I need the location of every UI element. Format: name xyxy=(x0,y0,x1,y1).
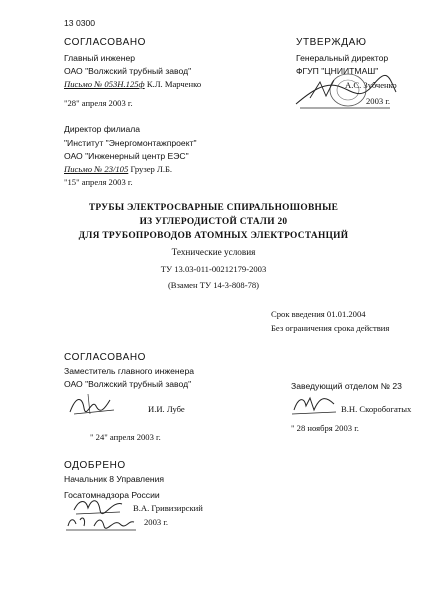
branch-position: Директор филиала xyxy=(64,124,141,134)
approve-heading: УТВЕРЖДАЮ xyxy=(296,37,367,48)
document-subtitle: Технические условия xyxy=(171,247,256,257)
title-line-2: ИЗ УГЛЕРОДИСТОЙ СТАЛИ 20 xyxy=(139,217,288,227)
agreed-heading-bottom: СОГЛАСОВАНО xyxy=(64,352,147,363)
branch-letter-line xyxy=(64,164,172,174)
document-spec-code: ТУ 13.03-011-00212179-2003 xyxy=(160,264,267,274)
agreed-signer: К.Л. Марченко xyxy=(146,79,202,89)
approve-date-year: 2003 г. xyxy=(366,96,391,106)
branch-signer: Грузер Л.Б. xyxy=(130,164,173,174)
approved-date-handwriting xyxy=(64,512,138,534)
deputy-date: " 24" апреля 2003 г. xyxy=(90,432,161,442)
approved-position: Начальник 8 Управления xyxy=(64,474,165,484)
approve-signer: А.С. Зубченко xyxy=(345,80,397,90)
agreed-organization: ОАО "Волжский трубный завод" xyxy=(64,66,192,76)
agreed-date: "28" апреля 2003 г. xyxy=(64,98,133,108)
dept-head-signer: В.Н. Скоробогатых xyxy=(341,404,412,414)
dept-head-signature xyxy=(290,392,340,418)
validity-unlimited: Без ограничения срока действия xyxy=(271,323,390,333)
branch-letter-ref: Письмо № 23/105 xyxy=(64,164,129,174)
deputy-signature xyxy=(66,392,120,418)
document-replaces: (Взамен ТУ 14-3-808-78) xyxy=(167,280,260,290)
deputy-signer: И.И. Лубе xyxy=(148,404,185,414)
approve-signature-stamp xyxy=(290,62,400,112)
approved-date-year: 2003 г. xyxy=(144,517,169,527)
deputy-organization: ОАО "Волжский трубный завод" xyxy=(64,379,192,389)
approved-organization: Госатомнадзора России xyxy=(64,490,160,500)
dept-head-date: " 28 ноября 2003 г. xyxy=(291,423,359,433)
branch-institute: "Институт "Энергомонтажпроект" xyxy=(64,138,197,148)
branch-date: "15" апреля 2003 г. xyxy=(64,177,133,187)
approved-signer: В.А. Гривизирский xyxy=(133,503,203,513)
agreed-letter-ref: Письмо № 053Н.125ф xyxy=(64,79,145,89)
dept-head-position: Заведующий отделом № 23 xyxy=(291,381,402,391)
approved-heading: ОДОБРЕНО xyxy=(64,460,126,471)
agreed-letter-line xyxy=(64,79,201,89)
approve-organization: ФГУП "ЦНИИТМАШ" xyxy=(296,66,379,76)
title-line-1: ТРУБЫ ЭЛЕКТРОСВАРНЫЕ СПИРАЛЬНОШОВНЫЕ xyxy=(88,203,339,213)
effective-date: Срок введения 01.01.2004 xyxy=(271,309,366,319)
agreed-heading-top: СОГЛАСОВАНО xyxy=(64,37,147,48)
deputy-position: Заместитель главного инженера xyxy=(64,366,195,376)
branch-organization: ОАО "Инженерный центр ЕЭС" xyxy=(64,151,189,161)
title-line-3: ДЛЯ ТРУБОПРОВОДОВ АТОМНЫХ ЭЛЕКТРОСТАНЦИЙ xyxy=(78,231,349,241)
agreed-position: Главный инженер xyxy=(64,53,136,63)
document-code: 13 0300 xyxy=(64,18,96,28)
approve-position: Генеральный директор xyxy=(296,53,389,63)
